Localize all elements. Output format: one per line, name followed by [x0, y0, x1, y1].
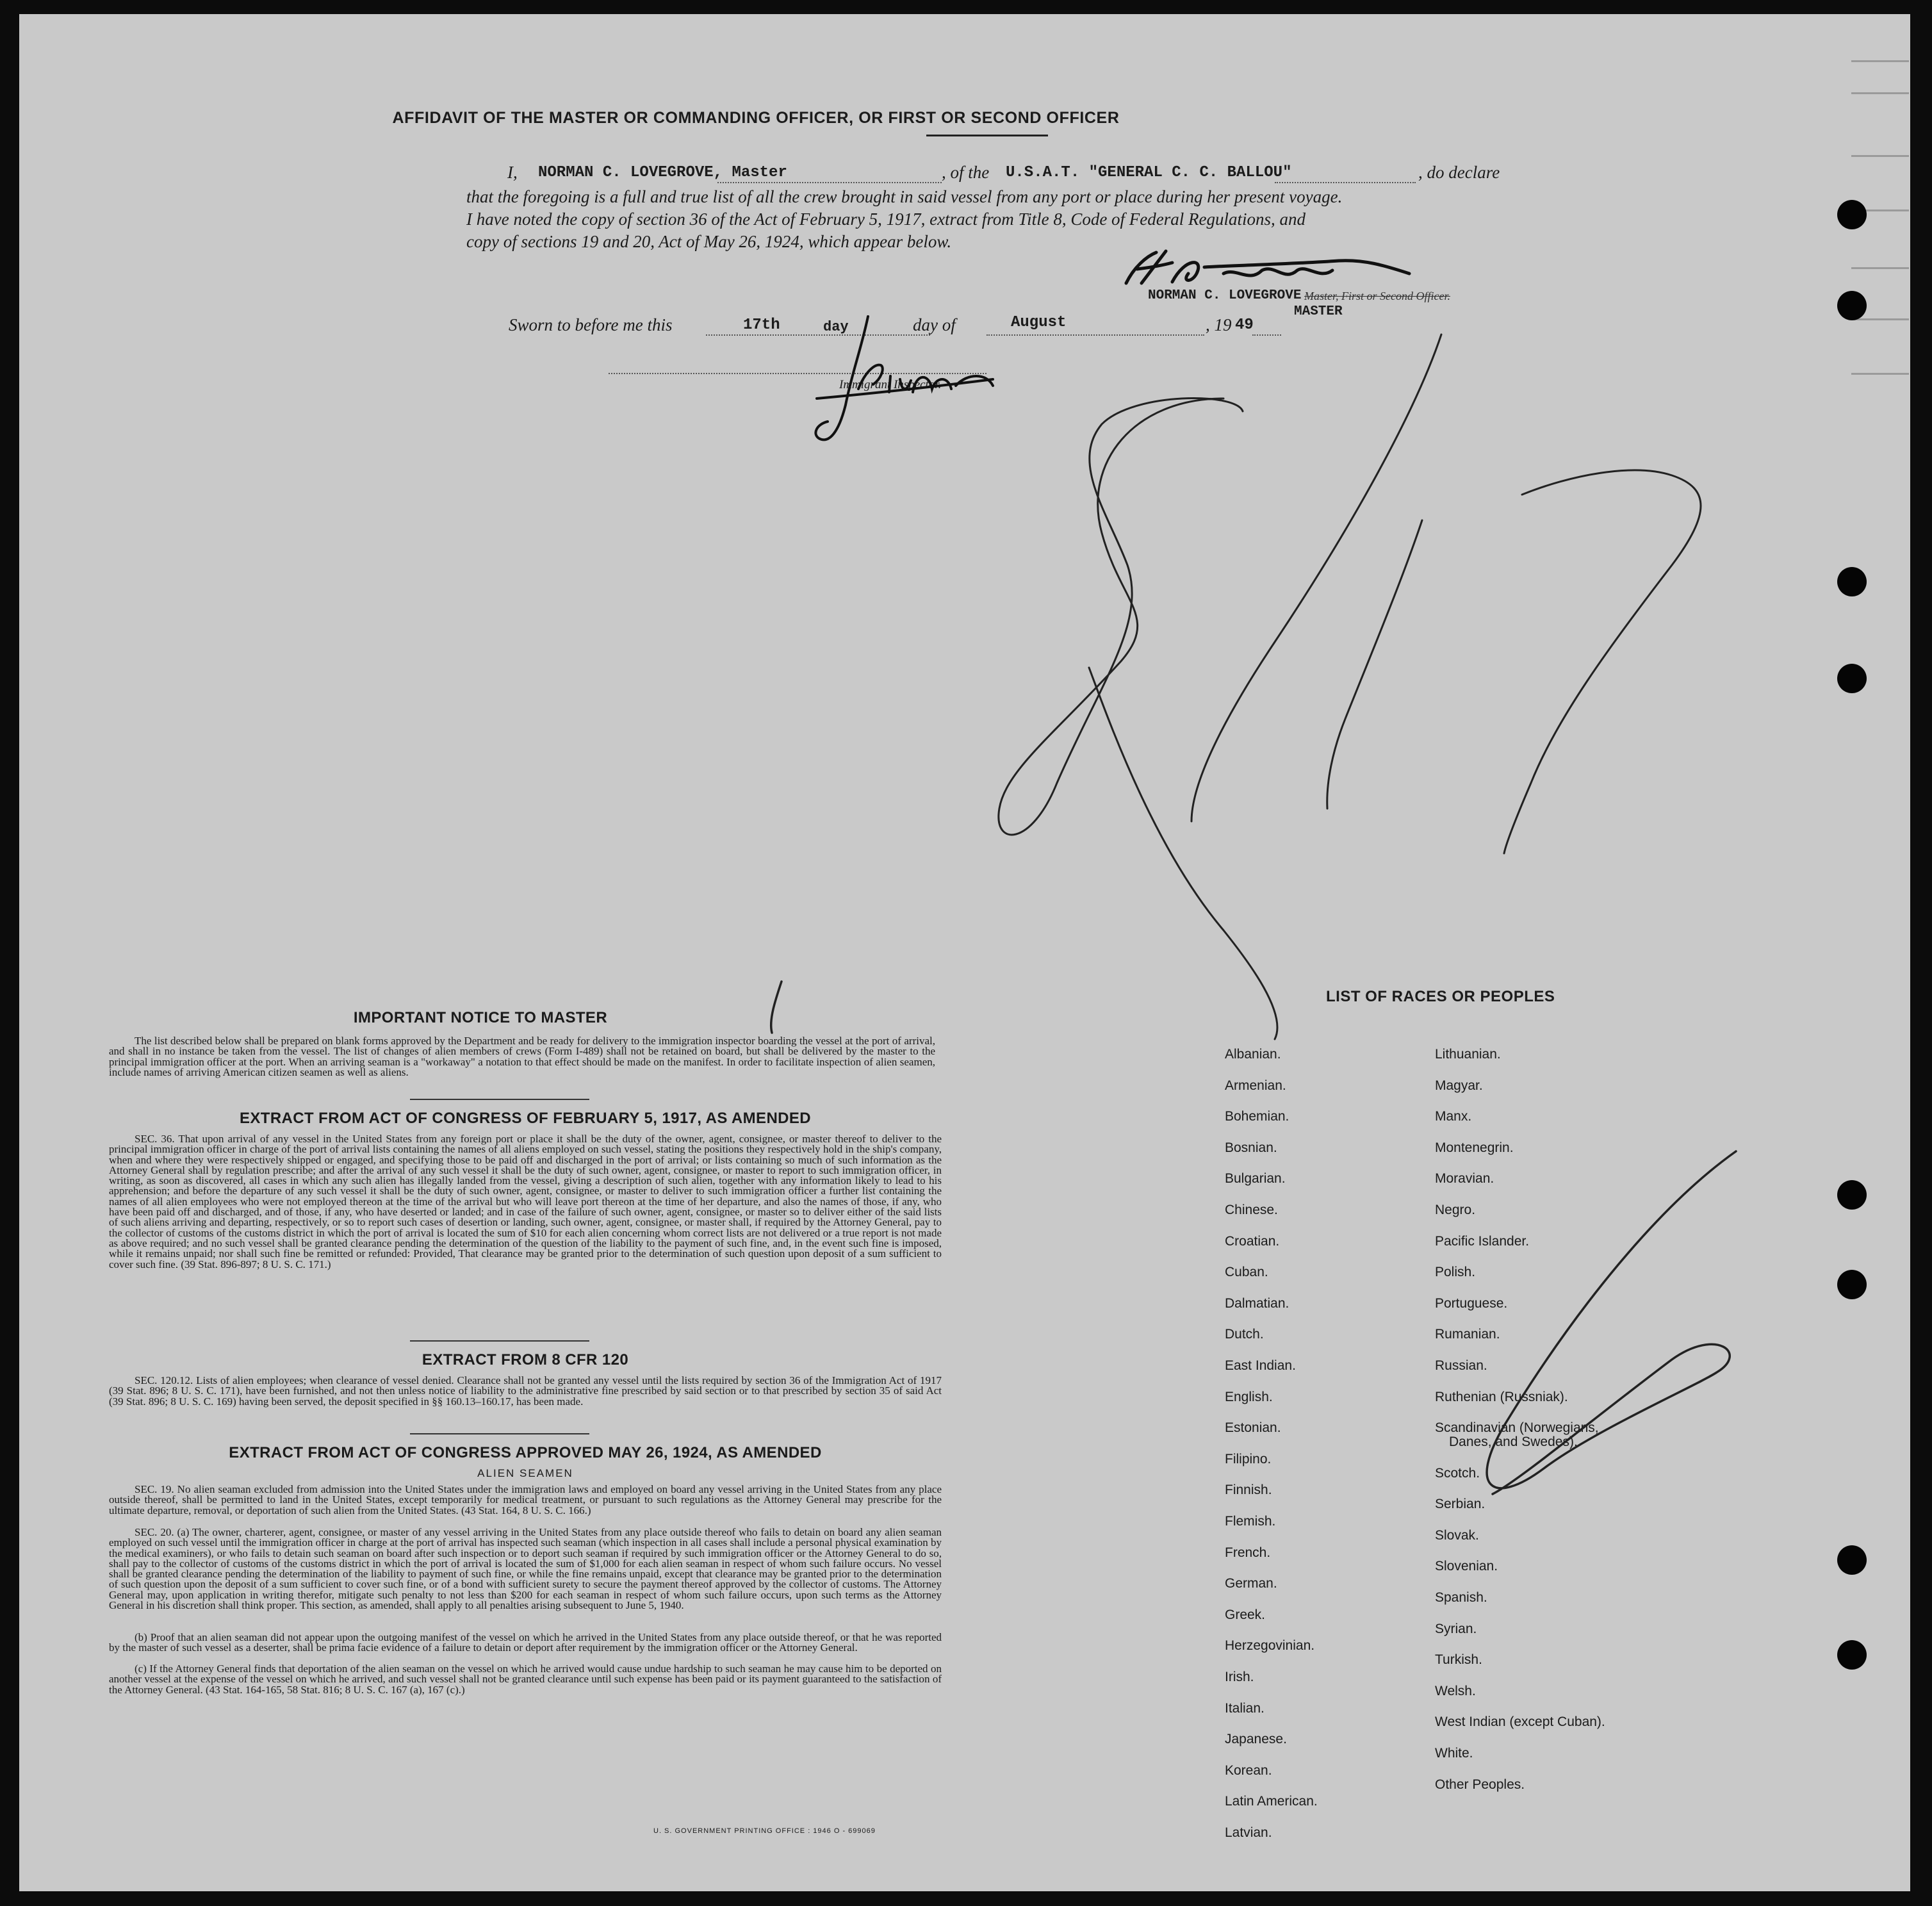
- race-right-item: Scotch.: [1435, 1465, 1480, 1481]
- master-name: NORMAN C. LOVEGROVE, Master: [538, 164, 787, 181]
- affidavit-line-3: I have noted the copy of section 36 of the Act of February 5, 1917, extract from Title 8, Code of Federal Regulations, and: [466, 209, 1306, 229]
- race-left-item: Korean.: [1225, 1762, 1272, 1778]
- extract-1917-text: SEC. 36. That upon arrival of any vessel in the United States from any foreign port or place it shall be the duty of the owner, agent, consignee, or master thereof to deliver to the principal immigration officer in charge of the port of arrival lists containing the names of all aliens employed on such vessel, stating the positions they respectively hold in the ship's company, when and where they were respectively shipped or engaged, and specifying those to be paid off and discharged in the port of arrival; or lists containing so much of such information as the Attorney General shall by regulation prescribe; and after the arrival of any such vessel it shall be the duty of such owner, agent, consignee, or master to report to such immigration officer, in writing, as soon as discovered, all cases in which any such alien has illegally landed from the vessel, giving a description of such alien, together with any information likely to lead to his apprehension; and before the departure of any such vessel it shall be the duty of such owner, agent, consignee, or master to deliver to such immigration officer a further list containing the names of all alien employees who were not employed thereon at the time of the arrival but who will leave port thereon at the time of her departure, and also the names of those, if any, who have been paid off and discharged, and of those, if any, who have deserted or landed; and in case of the failure of such owner, agent, consignee, or master so to deliver either of the said lists of such aliens arriving and departing, respectively, or so to report such cases of desertion or landing, such owner, agent, consignee, or master shall, if required by the Attorney General, pay to the collector of customs of the customs district in which the port of arrival is located the sum of $10 for each alien concerning whom correct lists are not delivered or a true report is not made as above required; and no such vessel shall be granted clearance pending the determination of the question of the liability to the payment of such fine, and, in the event such fine is imposed, while it remains unpaid; nor shall such fine be remitted or refunded: Provided, That clearance may be granted prior to the determination of such question upon deposit of a sum sufficient to cover such fine. (39 Stat. 896-897; 8 U. S. C. 171.): [109, 1133, 942, 1270]
- extract-cfr-text: SEC. 120.12. Lists of alien employees; when clearance of vessel denied. Clearance shall not be granted any vessel until the lists required by section 36 of the Immigration Act of 1917 (39 Stat. 896; 8 U. S. C. 171), have been furnished, and not then unless notice of liability to the administrative fine prescribed by said section or to that prescribed by section 35 of said Act (39 Stat. 896; 8 U. S. C. 169) having been served, the deposit specified in §§ 160.13–160.17, has been made.: [109, 1374, 942, 1408]
- large-number-8-17: [999, 334, 1701, 1039]
- race-left-item: East Indian.: [1225, 1358, 1296, 1373]
- printing-office-footer: U. S. GOVERNMENT PRINTING OFFICE : 1946 O - 699069: [653, 1827, 876, 1835]
- sec-20a-text: SEC. 20. (a) The owner, charterer, agent, consignee, or master of any vessel arriving in the United States from any place outside thereof who fails to detain on board any alien seaman employed on such vessel until the immigration officer in charge at the port of arrival has inspected such seaman (which inspection in all cases shall include a personal physical examination by the medical examiners), or who fails to detain such seaman on board after such inspection or to deport such seaman if required by such immigration officer or the Attorney General to do so, shall pay to the collector of customs of the customs district in which the port of arrival is located the sum of $1,000 for each alien seaman in respect of whom such failure occurs. No vessel shall be granted clearance pending the determination of the liability to payment of such fine, or while the fine remains unpaid, except that clearance may be granted prior to the determination of such question upon the deposit of a sum sufficient to cover such fine, or of a bond with sufficient surety to secure the payment thereof approved by the collector of customs. The Attorney General may, upon application in writing therefor, mitigate such penalty to not less than $200 for each seaman in respect of whom such failure occurs, upon such terms as the Attorney General in his discretion shall think proper. This section, as amended, shall apply to all penalties arising subsequent to June 5, 1940.: [109, 1526, 942, 1612]
- inspector-signature: [815, 316, 993, 440]
- race-left-item: German.: [1225, 1576, 1277, 1591]
- race-left-item: Irish.: [1225, 1670, 1254, 1684]
- race-left-item: Dutch.: [1225, 1327, 1264, 1342]
- notice-heading: IMPORTANT NOTICE TO MASTER: [353, 1009, 608, 1026]
- affidavit-line-2: that the foregoing is a full and true list of all the crew brought in said vessel from any port or place during her present voyage.: [466, 187, 1343, 206]
- race-right-item: Turkish.: [1435, 1652, 1482, 1668]
- race-left-item: Albanian.: [1225, 1047, 1281, 1062]
- race-right-item: Polish.: [1435, 1265, 1476, 1280]
- notice-text: The list described below shall be prepared on blank forms approved by the Department and be ready for delivery to the immigration inspector boarding the vessel at the port of arrival, and shall in no instance be taken from the vessel. The list of changes of alien members of crews (Form I-489) shall not be retained on board, but shall be delivered by the master to the principal immigration officer at the port. When an arriving seaman is a "workaway" a notation to that effect should be made on the manifest. In order to facilitate inspection of alien seamen, include names of arriving American citizen seamen as well as aliens.: [109, 1035, 935, 1078]
- race-left-item: Dalmatian.: [1225, 1295, 1289, 1311]
- vessel-name: U.S.A.T. "GENERAL C. C. BALLOU": [1006, 164, 1292, 181]
- race-left-item: Cuban.: [1225, 1265, 1268, 1280]
- race-left-item: Flemish.: [1225, 1514, 1276, 1529]
- race-left-item: Finnish.: [1225, 1483, 1272, 1498]
- signature-title: MASTER: [1294, 304, 1343, 319]
- race-right-item: Syrian.: [1435, 1621, 1477, 1636]
- signature-name: NORMAN C. LOVEGROVE: [1148, 288, 1302, 303]
- race-left-item: Armenian.: [1225, 1078, 1286, 1093]
- alien-seamen-subheading: ALIEN SEAMEN: [477, 1467, 573, 1479]
- race-right-item: Slovenian.: [1435, 1559, 1498, 1574]
- race-left-item: Bulgarian.: [1225, 1171, 1286, 1187]
- race-left-item: Bosnian.: [1225, 1140, 1277, 1155]
- struck-officer-title: Master, First or Second Officer.: [1304, 290, 1450, 302]
- race-right-item: Portuguese.: [1435, 1295, 1508, 1311]
- race-left-item: Croatian.: [1225, 1233, 1280, 1249]
- race-left-item: Estonian.: [1225, 1420, 1281, 1436]
- race-right-item: West Indian (except Cuban).: [1435, 1714, 1605, 1730]
- race-left-item: French.: [1225, 1545, 1271, 1560]
- race-right-item: Rumanian.: [1435, 1327, 1500, 1342]
- race-left-item: English.: [1225, 1389, 1273, 1404]
- races-title: LIST OF RACES OR PEOPLES: [1326, 988, 1555, 1005]
- race-right-item: Ruthenian (Russniak).: [1435, 1389, 1568, 1404]
- race-right-item: Pacific Islander.: [1435, 1233, 1530, 1249]
- year-value: 49: [1235, 316, 1254, 334]
- race-right-item: Spanish.: [1435, 1590, 1487, 1606]
- month-value: August: [1011, 314, 1067, 331]
- race-right-item: Lithuanian.: [1435, 1047, 1501, 1062]
- tick-mark: [771, 982, 1736, 1494]
- extract-1924-heading: EXTRACT FROM ACT OF CONGRESS APPROVED MAY 26, 1924, AS AMENDED: [229, 1444, 822, 1461]
- affidavit-title: AFFIDAVIT OF THE MASTER OR COMMANDING OFFICER, OR FIRST OR SECOND OFFICER: [392, 109, 1120, 127]
- race-left-item: Filipino.: [1225, 1451, 1272, 1466]
- sworn-label: Sworn to before me this: [509, 315, 673, 334]
- day-value: 17th: [743, 316, 780, 334]
- race-left-item: Chinese.: [1225, 1203, 1278, 1217]
- declare-label: , do declare: [1418, 163, 1500, 182]
- handwriting-overlay: [19, 14, 1910, 1891]
- race-right-item: Welsh.: [1435, 1683, 1476, 1698]
- i-label: I,: [507, 163, 518, 182]
- race-left-item: Greek.: [1225, 1607, 1266, 1622]
- inspector-label: Immigrant Inspector.: [839, 378, 942, 391]
- master-signature: [1126, 251, 1409, 283]
- extract-1917-heading: EXTRACT FROM ACT OF CONGRESS OF FEBRUARY 5, 1917, AS AMENDED: [239, 1110, 812, 1127]
- race-right-item: Other Peoples.: [1435, 1777, 1525, 1792]
- race-right-item: Russian.: [1435, 1358, 1487, 1373]
- race-right-item: Slovak.: [1435, 1527, 1479, 1543]
- of-the-label: , of the: [942, 163, 990, 182]
- race-right-item: Magyar.: [1435, 1078, 1483, 1093]
- race-right-item: Moravian.: [1435, 1171, 1494, 1187]
- race-left-item: Herzegovinian.: [1225, 1638, 1315, 1654]
- day-of-label: day of: [913, 315, 956, 334]
- race-left-item: Latin American.: [1225, 1794, 1318, 1809]
- document-page: [19, 14, 1910, 1891]
- year-prefix: , 19: [1206, 315, 1232, 334]
- race-right-item: Danes, and Swedes).: [1449, 1434, 1578, 1450]
- extract-cfr-heading: EXTRACT FROM 8 CFR 120: [422, 1351, 629, 1368]
- race-left-item: Bohemian.: [1225, 1109, 1289, 1124]
- race-left-item: Latvian.: [1225, 1825, 1272, 1840]
- affidavit-line-4: copy of sections 19 and 20, Act of May 26, 1924, which appear below.: [466, 232, 952, 251]
- race-right-item: Montenegrin.: [1435, 1140, 1514, 1155]
- race-right-item: Negro.: [1435, 1203, 1476, 1217]
- sec-19-text: SEC. 19. No alien seaman excluded from admission into the United States under the immigration laws and employed on board any vessel arriving in the United States from any place outside thereof, shall be permitted to land in the United States, except temporarily for medical treatment, or pursuant to such regulations as the Attorney General may prescribe for the ultimate departure, removal, or deportation of such alien from the United States. (43 Stat. 164, 8 U. S. C. 166.): [109, 1483, 942, 1516]
- race-right-item: Serbian.: [1435, 1497, 1486, 1512]
- day-word: day: [823, 319, 849, 335]
- race-left-item: Japanese.: [1225, 1732, 1287, 1747]
- sec-20c-text: (c) If the Attorney General finds that deportation of the alien seaman on the vessel on which he arrived would cause undue hardship to such seaman he may cause him to be deported on another vessel at the expense of the vessel on which he arrived, and such vessel shall not be granted clearance until such expense has been paid or its payment guaranteed to the satisfaction of the Attorney General. (43 Stat. 164-165, 58 Stat. 816; 8 U. S. C. 167 (a), 167 (c).): [109, 1663, 942, 1696]
- race-right-item: Manx.: [1435, 1109, 1472, 1124]
- race-right-item: White.: [1435, 1746, 1473, 1761]
- race-right-item: Scandinavian (Norwegians,: [1435, 1420, 1599, 1436]
- race-left-item: Italian.: [1225, 1700, 1265, 1716]
- sec-20b-text: (b) Proof that an alien seaman did not appear upon the outgoing manifest of the vessel on which he arrived in the United States from any place outside thereof, or that he was reported by the master of such vessel as a deserter, shall be prima facie evidence of a failure to detain or deport after requirement by the immigration officer or the Attorney General.: [109, 1631, 942, 1654]
